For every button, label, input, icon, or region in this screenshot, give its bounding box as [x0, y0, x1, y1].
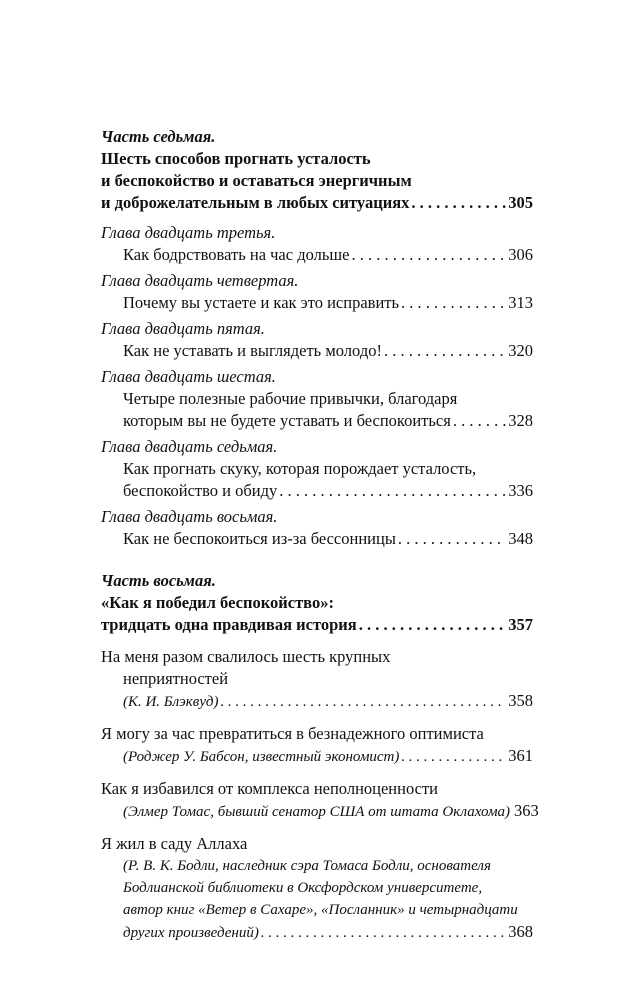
leader-dots [261, 922, 506, 944]
chapter-title: беспокойство и обиду [123, 481, 278, 500]
chapter-title-row [101, 340, 533, 362]
chapter-title: Как не уставать и выглядеть молодо! [123, 341, 382, 360]
chapter-title: которым вы не будете уставать и беспокоиться [123, 411, 451, 430]
chapter-28 [101, 506, 533, 550]
story-author: (К. И. Блэквуд) [123, 694, 219, 710]
story-title-line: На меня разом свалилось шесть крупных [101, 647, 391, 666]
chapter-title-row [101, 244, 533, 266]
chapter-page: 306 [508, 245, 533, 264]
story-title: Как я избавился от комплекса неполноценности [101, 779, 438, 798]
story-author: других произведений) [123, 925, 259, 941]
story-4 [101, 833, 533, 944]
chapter-title: Почему вы устаете и как это исправить [123, 293, 400, 312]
chapter-title-row [101, 480, 533, 502]
chapter-23 [101, 222, 533, 266]
chapter-title-line: Как прогнать скуку, которая порождает усталость, [123, 459, 477, 478]
chapter-label: Глава двадцать четвертая. [101, 271, 299, 290]
part-eight-title-row [101, 614, 533, 636]
leader-dots [279, 480, 506, 502]
chapter-label: Глава двадцать пятая. [101, 319, 265, 338]
chapter-27 [101, 436, 533, 502]
chapter-page: 320 [508, 341, 533, 360]
chapter-title-row [101, 410, 533, 432]
leader-dots [398, 528, 506, 550]
leader-dots [351, 244, 506, 266]
leader-dots [401, 746, 506, 768]
story-title: Я могу за час превратиться в безнадежного оптимиста [101, 724, 484, 743]
part-seven-heading: Часть седьмая. [101, 127, 216, 146]
story-title [101, 646, 533, 690]
story-author: (Роджер У. Бабсон, известный экономист) [123, 749, 400, 765]
chapter-title-line: Четыре полезные рабочие привычки, благодаря [123, 389, 458, 408]
leader-dots [221, 691, 507, 713]
part-eight-title-line-1: «Как я победил беспокойство»: [101, 593, 334, 612]
chapter-label: Глава двадцать восьмая. [101, 507, 278, 526]
chapter-label: Глава двадцать шестая. [101, 367, 276, 386]
leader-dots [359, 614, 507, 636]
part-seven-title-line-3: и доброжелательным в любых ситуациях [101, 193, 410, 212]
chapter-title-row [101, 292, 533, 314]
part-seven [101, 126, 533, 550]
story-page: 358 [508, 691, 533, 710]
leader-dots [411, 192, 506, 214]
chapter-title: Как не беспокоиться из-за бессонницы [123, 529, 396, 548]
story-author-line: (Р. В. К. Бодли, наследник сэра Томаса Бодли, основателя [123, 858, 491, 874]
story-author: (Элмер Томас, бывший сенатор США от штата Оклахома) [123, 804, 511, 820]
part-seven-title-line-2: и беспокойство и оставаться энергичным [101, 171, 412, 190]
chapter-page: 348 [508, 529, 533, 548]
chapter-page: 328 [508, 411, 533, 430]
part-seven-page: 305 [508, 193, 533, 212]
part-eight-page: 357 [508, 615, 533, 634]
chapter-26 [101, 366, 533, 432]
story-author-row [101, 690, 533, 713]
leader-dots [384, 340, 506, 362]
story-3 [101, 778, 539, 823]
chapter-page: 313 [508, 293, 533, 312]
chapter-label: Глава двадцать седьмая. [101, 437, 278, 456]
story-1 [101, 646, 533, 713]
chapter-24 [101, 270, 533, 314]
leader-dots [453, 410, 506, 432]
chapter-25 [101, 318, 533, 362]
part-seven-title-line-1: Шесть способов прогнать усталость [101, 149, 371, 168]
story-title: Я жил в саду Аллаха [101, 834, 248, 853]
story-author-row [101, 800, 539, 823]
chapter-label: Глава двадцать третья. [101, 223, 276, 242]
story-title-cont: неприятностей [123, 669, 229, 688]
story-2 [101, 723, 533, 768]
story-author-row [101, 921, 533, 944]
story-page: 368 [508, 922, 533, 941]
leader-dots [401, 292, 506, 314]
story-author-line: Бодлианской библиотеки в Оксфордском университете, [123, 880, 483, 896]
chapter-page: 336 [508, 481, 533, 500]
part-eight [101, 570, 539, 944]
story-author-line: автор книг «Ветер в Сахаре», «Посланник» и четырнадцати [123, 902, 518, 918]
part-eight-heading: Часть восьмая. [101, 571, 216, 590]
chapter-title-row [101, 528, 533, 550]
story-author-row [101, 745, 533, 768]
story-author-block [101, 855, 533, 921]
part-eight-title-line-2: тридцать одна правдивая история [101, 615, 357, 634]
story-page: 361 [508, 746, 533, 765]
part-seven-title-row [101, 192, 533, 214]
chapter-title: Как бодрствовать на час дольше [123, 245, 350, 264]
story-page: 363 [514, 801, 539, 820]
